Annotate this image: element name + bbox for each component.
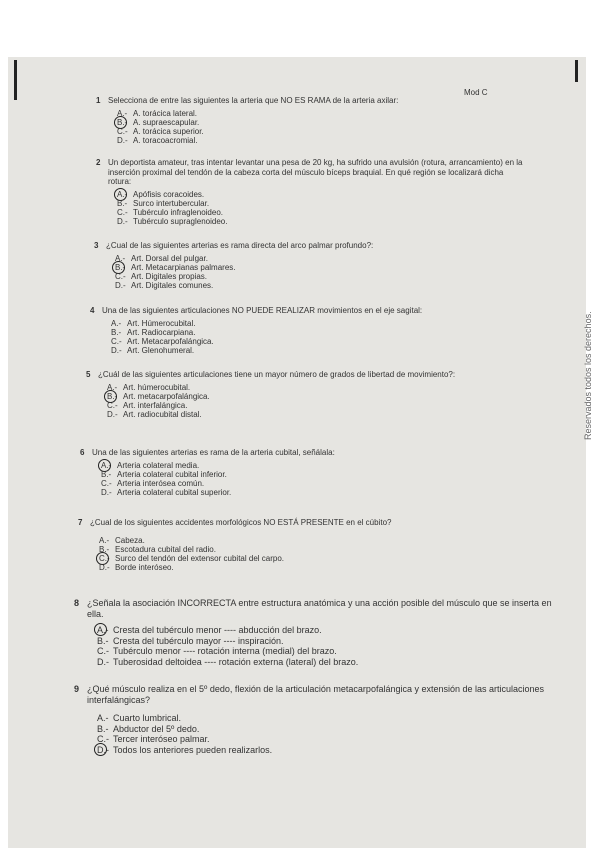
question-number: 8 [74,598,80,608]
option-d[interactable]: D.- Borde interóseo. [99,562,174,572]
copyright-watermark: Reservados todos los derechos. [583,311,593,440]
question-text: ¿Señala la asociación INCORRECTA entre estructura anatómica y una acción posible del músculo que se inserta en ella. [87,598,552,619]
option-a[interactable]: A.- A. torácica lateral. [117,108,198,118]
option-a-selected[interactable]: A.- Arteria colateral media. [101,460,200,470]
option-a[interactable]: A.- Cabeza. [99,535,145,545]
option-b-selected[interactable]: B.- Art. metacarpofalángica. [107,391,210,401]
option-c[interactable]: C.- Tercer interóseo palmar. [97,734,210,744]
option-d[interactable]: D.- Art. Digitales comunes. [115,280,214,290]
option-c[interactable]: C.- Tubérculo menor ---- rotación interna (medial) del brazo. [97,646,337,656]
option-b[interactable]: B.- Cresta del tubérculo mayor ---- inspiración. [97,635,284,646]
binder-mark [14,60,17,100]
question-number: 7 [78,518,83,527]
option-d-selected[interactable]: D.- Todos los anteriores pueden realizarlos. [97,744,273,755]
option-b[interactable]: B.- Arteria colateral cubital inferior. [101,469,227,479]
option-a-selected[interactable]: A.- Cresta del tubérculo menor ---- abducción del brazo. [97,625,322,635]
question-number: 1 [96,96,101,105]
option-d[interactable]: D.- Tubérculo supraglenoideo. [117,216,228,226]
option-b[interactable]: B.- Surco intertubercular. [117,198,210,208]
question-6 [80,448,500,497]
question-2 [96,158,528,226]
option-d[interactable]: D.- Art. Glenohumeral. [111,345,195,355]
question-1 [96,96,476,145]
question-number: 5 [86,370,91,379]
question-number: 2 [96,158,101,167]
option-d[interactable]: D.- Art. radiocubital distal. [107,409,202,419]
option-b[interactable]: B.- Escotadura cubital del radio. [99,544,216,554]
question-7 [78,518,518,572]
question-number: 4 [90,306,95,315]
question-8 [74,598,554,667]
option-b-selected[interactable]: B.- Art. Metacarpianas palmares. [115,262,236,272]
option-c[interactable]: C.- Art. interfalángica. [107,400,188,410]
option-d[interactable]: D.- Tuberosidad deltoidea ---- rotación externa (lateral) del brazo. [97,656,359,667]
question-text: ¿Cuál de las siguientes articulaciones tiene un mayor número de grados de libertad de movimiento?: [98,370,456,379]
question-5 [86,370,476,419]
question-text: Un deportista amateur, tras intentar levantar una pesa de 20 kg, ha sufrido una avulsión (rotura, arrancamiento) en la inserción proximal del tendón de la cabeza corta del músculo bíceps braquial. En qué región se localizará dicha rotura: [108,158,523,187]
option-b[interactable]: B.- Abductor del 5º dedo. [97,723,200,734]
option-a-selected[interactable]: A.- Apófisis coracoides. [117,189,205,199]
question-text: Una de las siguientes arterias es rama de la arteria cubital, señálala: [92,448,335,457]
option-a[interactable]: A.- Art. Húmerocubital. [111,318,196,328]
binder-mark [575,60,578,82]
exam-model-label: Mod C [464,88,488,97]
question-text: Una de las siguientes articulaciones NO PUEDE REALIZAR movimientos en el eje sagital: [102,306,423,315]
option-a[interactable]: A.- Cuarto lumbrical. [97,713,182,723]
question-9 [74,684,554,755]
option-d[interactable]: D.- Arteria colateral cubital superior. [101,487,232,497]
option-c-selected[interactable]: C.- Surco del tendón del extensor cubital del carpo. [99,553,284,563]
option-d[interactable]: D.- A. toracoacromial. [117,135,198,145]
option-b-selected[interactable]: B.- A. supraescapular. [117,117,200,127]
question-text: ¿Cual de las siguientes arterias es rama directa del arco palmar profundo?: [106,241,374,250]
option-b[interactable]: B.- Art. Radiocarpiana. [111,327,196,337]
option-a[interactable]: A.- Art. húmerocubital. [107,382,191,392]
question-4 [90,306,550,355]
option-c[interactable]: C.- Tubérculo infraglenoideo. [117,207,223,217]
option-c[interactable]: C.- Arteria interósea común. [101,478,205,488]
question-3 [94,241,514,290]
question-text: ¿Qué músculo realiza en el 5º dedo, flexión de la articulación metacarpofalángica y extensión de las articulaciones interfalángicas? [87,684,545,705]
option-c[interactable]: C.- Art. Digitales propias. [115,271,208,281]
question-number: 6 [80,448,85,457]
option-c[interactable]: C.- Art. Metacarpofalángica. [111,336,214,346]
option-c[interactable]: C.- A. torácica superior. [117,126,204,136]
question-text: Selecciona de entre las siguientes la arteria que NO ES RAMA de la arteria axilar: [108,96,399,105]
question-number: 9 [74,684,80,694]
question-text: ¿Cual de los siguientes accidentes morfológicos NO ESTÁ PRESENTE en el cúbito? [90,518,392,527]
question-number: 3 [94,241,99,250]
option-a[interactable]: A.- Art. Dorsal del pulgar. [115,253,208,263]
